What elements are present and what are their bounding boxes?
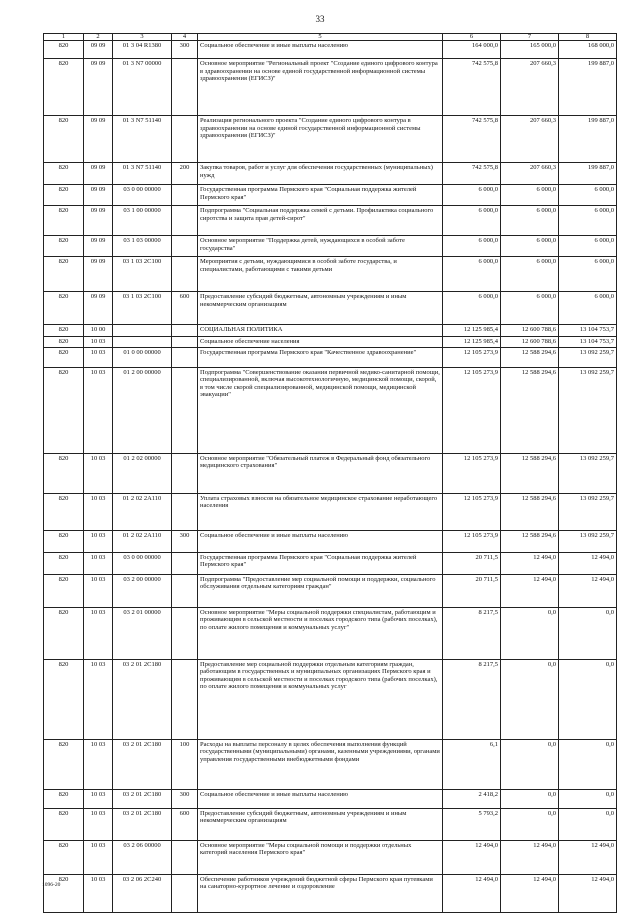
expense-type-cell [172, 116, 198, 163]
ministry-code-cell: 820 [44, 574, 84, 607]
ministry-code-cell: 820 [44, 453, 84, 493]
ministry-code-cell: 820 [44, 808, 84, 840]
target-article-cell: 03 2 06 00000 [113, 840, 172, 874]
table-row [44, 347, 617, 367]
amount-year1-cell: 12 125 985,4 [443, 325, 501, 337]
expense-type-cell [172, 552, 198, 574]
target-article-cell: 01 0 00 00000 [113, 347, 172, 367]
header-cell: 6 [443, 34, 501, 41]
amount-year1-cell: 6 000,0 [443, 257, 501, 292]
amount-year3-cell: 6 000,0 [559, 257, 617, 292]
expense-type-cell: 300 [172, 789, 198, 808]
target-article-cell: 03 2 01 2С180 [113, 739, 172, 789]
ministry-code-cell: 820 [44, 493, 84, 530]
target-article-cell: 03 2 01 00000 [113, 607, 172, 659]
expense-type-cell [172, 325, 198, 337]
section-code-cell: 10 03 [84, 453, 113, 493]
amount-year2-cell: 12 588 294,6 [501, 347, 559, 367]
table-row [44, 789, 617, 808]
item-name-cell: Основное мероприятие "Региональный проект "Создание единого цифрового контура в здравоохранении на основе единой государственной информационной системы здравоохранения (ЕГИСЗ)" [198, 59, 443, 116]
expense-type-cell [172, 840, 198, 874]
amount-year3-cell: 0,0 [559, 659, 617, 739]
item-name-cell: Государственная программа Пермского края "Социальная поддержка жителей Пермского края" [198, 552, 443, 574]
amount-year1-cell: 8 217,5 [443, 659, 501, 739]
amount-year3-cell: 6 000,0 [559, 292, 617, 325]
section-code-cell: 09 09 [84, 185, 113, 206]
amount-year1-cell: 12 125 985,4 [443, 337, 501, 348]
item-name-cell: Реализация регионального проекта "Создание единого цифрового контура в здравоохранении на основе единой государственной информационной системы здравоохранения (ЕГИСЗ)" [198, 116, 443, 163]
table-row [44, 367, 617, 453]
expense-type-cell [172, 607, 198, 659]
ministry-code-cell: 820 [44, 337, 84, 348]
amount-year2-cell: 207 660,3 [501, 59, 559, 116]
table-row [44, 163, 617, 185]
expense-type-cell [172, 347, 198, 367]
section-code-cell: 10 03 [84, 789, 113, 808]
section-code-cell: 10 03 [84, 840, 113, 874]
ministry-code-cell: 820 [44, 185, 84, 206]
item-name-cell: Социальное обеспечение и иные выплаты населению [198, 789, 443, 808]
amount-year3-cell: 12 494,0 [559, 574, 617, 607]
target-article-cell: 01 2 02 2А110 [113, 493, 172, 530]
amount-year3-cell: 13 092 259,7 [559, 453, 617, 493]
expense-type-cell: 600 [172, 808, 198, 840]
amount-year3-cell: 0,0 [559, 789, 617, 808]
target-article-cell: 01 3 N7 51140 [113, 163, 172, 185]
amount-year1-cell: 12 105 273,9 [443, 347, 501, 367]
target-article-cell: 01 2 02 00000 [113, 453, 172, 493]
item-name-cell: Подпрограмма "Совершенствование оказания первичной медико-санитарной помощи, специализированной, включая высокотехнологичную, медицинской помощи, скорой, в том числе скорой специализированной, медицинской помощи, медицинской эвакуации" [198, 367, 443, 453]
amount-year2-cell: 0,0 [501, 607, 559, 659]
section-code-cell: 10 03 [84, 607, 113, 659]
item-name-cell: Основное мероприятие "Обязательный платеж в Федеральный фонд обязательного медицинского страхования" [198, 453, 443, 493]
amount-year1-cell: 6 000,0 [443, 292, 501, 325]
amount-year1-cell: 12 105 273,9 [443, 367, 501, 453]
amount-year3-cell: 13 104 753,7 [559, 337, 617, 348]
table-row [44, 453, 617, 493]
amount-year2-cell: 6 000,0 [501, 185, 559, 206]
item-name-cell: Социальное обеспечение и иные выплаты населению [198, 41, 443, 59]
amount-year1-cell: 12 105 273,9 [443, 530, 501, 552]
header-cell: 7 [501, 34, 559, 41]
expense-type-cell [172, 367, 198, 453]
amount-year1-cell: 6,1 [443, 739, 501, 789]
table-row [44, 493, 617, 530]
amount-year2-cell: 0,0 [501, 808, 559, 840]
item-name-cell: Государственная программа Пермского края "Качественное здравоохранение" [198, 347, 443, 367]
table-row [44, 257, 617, 292]
expense-type-cell: 300 [172, 530, 198, 552]
ministry-code-cell: 820 [44, 347, 84, 367]
amount-year3-cell: 0,0 [559, 607, 617, 659]
amount-year1-cell: 6 000,0 [443, 185, 501, 206]
table-row [44, 874, 617, 912]
table-row [44, 808, 617, 840]
item-name-cell: Расходы на выплаты персоналу в целях обеспечения выполнения функций государственными (муниципальными) органами, казенными учреждениями, органами управления государственными внебюджетными фондами [198, 739, 443, 789]
header-cell: 4 [172, 34, 198, 41]
section-code-cell: 09 09 [84, 292, 113, 325]
expense-type-cell [172, 574, 198, 607]
section-code-cell: 09 09 [84, 257, 113, 292]
target-article-cell: 03 2 01 2С180 [113, 808, 172, 840]
section-code-cell: 10 03 [84, 574, 113, 607]
target-article-cell: 03 2 00 00000 [113, 574, 172, 607]
target-article-cell: 03 2 06 2С240 [113, 874, 172, 912]
amount-year2-cell: 6 000,0 [501, 257, 559, 292]
target-article-cell: 03 1 03 2С100 [113, 257, 172, 292]
budget-table [43, 33, 617, 913]
ministry-code-cell: 820 [44, 739, 84, 789]
expense-type-cell [172, 185, 198, 206]
item-name-cell: Подпрограмма "Социальная поддержка семей с детьми. Профилактика социального сиротства и защита прав детей-сирот" [198, 206, 443, 236]
amount-year2-cell: 12 600 788,6 [501, 337, 559, 348]
ministry-code-cell: 820 [44, 236, 84, 257]
section-code-cell: 10 03 [84, 659, 113, 739]
document-code: 1096-20 [42, 882, 61, 888]
amount-year2-cell: 12 494,0 [501, 552, 559, 574]
amount-year2-cell: 165 000,0 [501, 41, 559, 59]
table-row [44, 41, 617, 59]
table-row [44, 325, 617, 337]
target-article-cell: 03 0 00 00000 [113, 185, 172, 206]
amount-year3-cell: 0,0 [559, 739, 617, 789]
section-code-cell: 10 03 [84, 493, 113, 530]
amount-year3-cell: 168 000,0 [559, 41, 617, 59]
item-name-cell: Социальное обеспечение и иные выплаты населению [198, 530, 443, 552]
amount-year2-cell: 12 494,0 [501, 874, 559, 912]
table-row [44, 292, 617, 325]
item-name-cell: Обеспечение работников учреждений бюджетной сферы Пермского края путевками на санаторно-курортное лечение и оздоровление [198, 874, 443, 912]
section-code-cell: 09 09 [84, 236, 113, 257]
target-article-cell: 01 3 N7 51140 [113, 116, 172, 163]
header-cell: 3 [113, 34, 172, 41]
ministry-code-cell: 820 [44, 552, 84, 574]
ministry-code-cell: 820 [44, 163, 84, 185]
amount-year2-cell: 12 494,0 [501, 574, 559, 607]
header-row [44, 34, 617, 41]
ministry-code-cell: 820 [44, 292, 84, 325]
ministry-code-cell: 820 [44, 41, 84, 59]
target-article-cell: 03 1 03 00000 [113, 236, 172, 257]
amount-year1-cell: 8 217,5 [443, 607, 501, 659]
amount-year1-cell: 20 711,5 [443, 574, 501, 607]
amount-year1-cell: 12 494,0 [443, 840, 501, 874]
amount-year2-cell: 12 588 294,6 [501, 367, 559, 453]
item-name-cell: Основное мероприятие "Поддержка детей, нуждающихся в особой заботе государства" [198, 236, 443, 257]
target-article-cell [113, 325, 172, 337]
amount-year1-cell: 164 000,0 [443, 41, 501, 59]
ministry-code-cell: 820 [44, 659, 84, 739]
ministry-code-cell: 820 [44, 789, 84, 808]
amount-year2-cell: 6 000,0 [501, 292, 559, 325]
item-name-cell: Подпрограмма "Предоставление мер социальной помощи и поддержки, социального обслуживания отдельным категориям граждан" [198, 574, 443, 607]
target-article-cell: 03 0 00 00000 [113, 552, 172, 574]
ministry-code-cell: 820 [44, 367, 84, 453]
section-code-cell: 10 03 [84, 530, 113, 552]
expense-type-cell: 600 [172, 292, 198, 325]
section-code-cell: 10 03 [84, 808, 113, 840]
amount-year2-cell: 12 600 788,6 [501, 325, 559, 337]
amount-year3-cell: 6 000,0 [559, 236, 617, 257]
amount-year3-cell: 13 092 259,7 [559, 530, 617, 552]
section-code-cell: 10 03 [84, 739, 113, 789]
amount-year2-cell: 0,0 [501, 739, 559, 789]
amount-year3-cell: 199 887,0 [559, 59, 617, 116]
amount-year3-cell: 6 000,0 [559, 185, 617, 206]
amount-year1-cell: 742 575,8 [443, 59, 501, 116]
amount-year2-cell: 207 660,3 [501, 116, 559, 163]
ministry-code-cell: 820 [44, 325, 84, 337]
amount-year3-cell: 0,0 [559, 808, 617, 840]
table-row [44, 530, 617, 552]
header-cell: 1 [44, 34, 84, 41]
page-number: 33 [315, 14, 325, 24]
item-name-cell: Основное мероприятие "Меры социальной помощи и поддержки отдельных категорий населения Пермского края" [198, 840, 443, 874]
amount-year2-cell: 207 660,3 [501, 163, 559, 185]
ministry-code-cell: 820 [44, 206, 84, 236]
table-row [44, 552, 617, 574]
expense-type-cell: 100 [172, 739, 198, 789]
expense-type-cell [172, 493, 198, 530]
amount-year1-cell: 6 000,0 [443, 236, 501, 257]
header-cell: 5 [198, 34, 443, 41]
amount-year2-cell: 6 000,0 [501, 206, 559, 236]
amount-year1-cell: 12 105 273,9 [443, 493, 501, 530]
expense-type-cell: 200 [172, 163, 198, 185]
amount-year1-cell: 12 105 273,9 [443, 453, 501, 493]
target-article-cell: 03 1 03 2С100 [113, 292, 172, 325]
item-name-cell: Предоставление мер социальной поддержки отдельным категориям граждан, работающим в государственных и муниципальных организациях Пермского края и проживающим в сельской местности и поселках городского типа (рабочих поселках), по оплате жилого помещения и коммунальных услуг [198, 659, 443, 739]
ministry-code-cell: 820 [44, 607, 84, 659]
amount-year1-cell: 20 711,5 [443, 552, 501, 574]
expense-type-cell [172, 236, 198, 257]
expense-type-cell [172, 59, 198, 116]
expense-type-cell [172, 206, 198, 236]
item-name-cell: Основное мероприятие "Меры социальной поддержки специалистам, работающим и проживающим в сельской местности и поселках городского типа (рабочих поселках), по оплате жилого помещения и коммунальных услуг" [198, 607, 443, 659]
item-name-cell: Предоставление субсидий бюджетным, автономным учреждениям и иным некоммерческим организациям [198, 292, 443, 325]
table-row [44, 607, 617, 659]
ministry-code-cell: 820 [44, 116, 84, 163]
amount-year2-cell: 12 588 294,6 [501, 453, 559, 493]
amount-year1-cell: 5 793,2 [443, 808, 501, 840]
item-name-cell: Предоставление субсидий бюджетным, автономным учреждениям и иным некоммерческим организациям [198, 808, 443, 840]
ministry-code-cell: 820 [44, 530, 84, 552]
section-code-cell: 09 09 [84, 206, 113, 236]
amount-year3-cell: 199 887,0 [559, 116, 617, 163]
amount-year3-cell: 199 887,0 [559, 163, 617, 185]
expense-type-cell [172, 257, 198, 292]
table-row [44, 59, 617, 116]
amount-year3-cell: 12 494,0 [559, 840, 617, 874]
item-name-cell: Социальное обеспечение населения [198, 337, 443, 348]
item-name-cell: Уплата страховых взносов на обязательное медицинское страхование неработающего населения [198, 493, 443, 530]
target-article-cell: 03 2 01 2С180 [113, 659, 172, 739]
amount-year2-cell: 12 588 294,6 [501, 493, 559, 530]
amount-year1-cell: 742 575,8 [443, 163, 501, 185]
header-cell: 8 [559, 34, 617, 41]
table-row [44, 337, 617, 348]
section-code-cell: 09 09 [84, 41, 113, 59]
item-name-cell: СОЦИАЛЬНАЯ ПОЛИТИКА [198, 325, 443, 337]
table-row [44, 185, 617, 206]
target-article-cell: 01 3 N7 00000 [113, 59, 172, 116]
amount-year1-cell: 12 494,0 [443, 874, 501, 912]
section-code-cell: 10 00 [84, 325, 113, 337]
amount-year3-cell: 13 092 259,7 [559, 493, 617, 530]
amount-year3-cell: 12 494,0 [559, 552, 617, 574]
amount-year2-cell: 6 000,0 [501, 236, 559, 257]
section-code-cell: 09 09 [84, 59, 113, 116]
amount-year2-cell: 12 494,0 [501, 840, 559, 874]
target-article-cell: 01 2 00 00000 [113, 367, 172, 453]
amount-year2-cell: 12 588 294,6 [501, 530, 559, 552]
section-code-cell: 10 03 [84, 337, 113, 348]
table-row [44, 206, 617, 236]
ministry-code-cell: 820 [44, 840, 84, 874]
ministry-code-cell: 820 [44, 874, 84, 912]
item-name-cell: Мероприятия с детьми, нуждающимися в особой заботе государства, и специалистами, работающими с такими детьми [198, 257, 443, 292]
expense-type-cell: 300 [172, 41, 198, 59]
section-code-cell: 09 09 [84, 116, 113, 163]
amount-year2-cell: 0,0 [501, 789, 559, 808]
target-article-cell: 01 3 04 R1380 [113, 41, 172, 59]
item-name-cell: Закупка товаров, работ и услуг для обеспечения государственных (муниципальных) нужд [198, 163, 443, 185]
amount-year3-cell: 13 104 753,7 [559, 325, 617, 337]
expense-type-cell [172, 874, 198, 912]
section-code-cell: 09 09 [84, 163, 113, 185]
table-row [44, 739, 617, 789]
amount-year3-cell: 12 494,0 [559, 874, 617, 912]
table-row [44, 116, 617, 163]
target-article-cell: 01 2 02 2А110 [113, 530, 172, 552]
table-row [44, 840, 617, 874]
table-row [44, 659, 617, 739]
amount-year3-cell: 13 092 259,7 [559, 367, 617, 453]
amount-year3-cell: 6 000,0 [559, 206, 617, 236]
table-row [44, 574, 617, 607]
target-article-cell [113, 337, 172, 348]
table-row [44, 236, 617, 257]
section-code-cell: 10 03 [84, 367, 113, 453]
amount-year1-cell: 742 575,8 [443, 116, 501, 163]
ministry-code-cell: 820 [44, 257, 84, 292]
ministry-code-cell: 820 [44, 59, 84, 116]
amount-year3-cell: 13 092 259,7 [559, 347, 617, 367]
section-code-cell: 10 03 [84, 874, 113, 912]
amount-year1-cell: 2 418,2 [443, 789, 501, 808]
target-article-cell: 03 1 00 00000 [113, 206, 172, 236]
item-name-cell: Государственная программа Пермского края "Социальная поддержка жителей Пермского края" [198, 185, 443, 206]
section-code-cell: 10 03 [84, 347, 113, 367]
header-cell: 2 [84, 34, 113, 41]
expense-type-cell [172, 337, 198, 348]
amount-year1-cell: 6 000,0 [443, 206, 501, 236]
target-article-cell: 03 2 01 2С180 [113, 789, 172, 808]
expense-type-cell [172, 453, 198, 493]
amount-year2-cell: 0,0 [501, 659, 559, 739]
section-code-cell: 10 03 [84, 552, 113, 574]
expense-type-cell [172, 659, 198, 739]
